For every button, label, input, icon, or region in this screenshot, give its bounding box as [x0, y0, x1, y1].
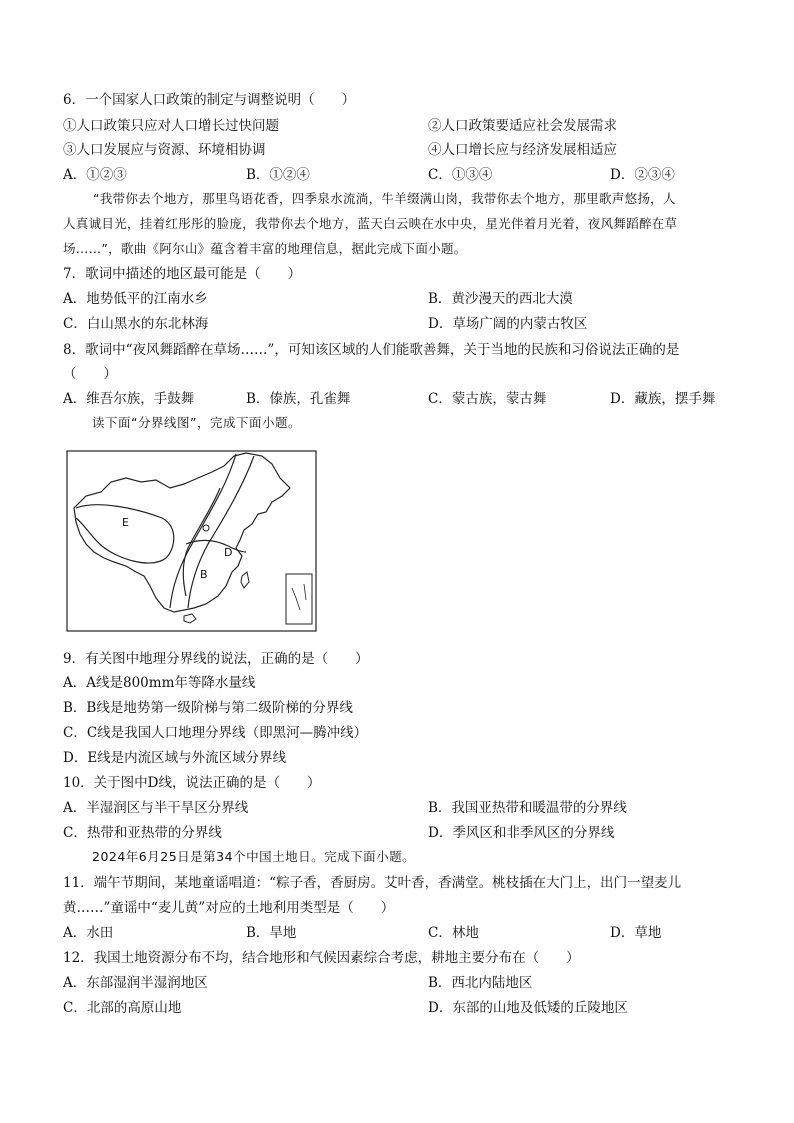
label-b: B [200, 568, 208, 581]
q9-option-c[interactable]: C．C线是我国人口地理分界线（即黑河—腾冲线） [63, 725, 368, 741]
q9-option-a[interactable]: A．A线是800mm年等降水量线 [63, 675, 256, 691]
boundary-line-map [66, 448, 318, 634]
q6-option-c[interactable]: C．①③④ [428, 167, 493, 183]
q7-option-b[interactable]: B．黄沙漫天的西北大漠 [428, 291, 573, 307]
q6-option-a[interactable]: A．①②③ [63, 167, 127, 183]
q6-option-b[interactable]: B．①②④ [246, 167, 310, 183]
q6-option-d[interactable]: D．②③④ [610, 167, 675, 183]
q9-option-b[interactable]: B．B线是地势第一级阶梯与第二级阶梯的分界线 [63, 700, 353, 716]
q8-stem: 8．歌词中“夜风舞蹈醉在草场……”，可知该区域的人们能歌善舞，关于当地的民族和习俗说法正确的是 [63, 342, 680, 358]
q7-option-c[interactable]: C．白山黑水的东北林海 [63, 316, 209, 332]
q10-option-d[interactable]: D．季风区和非季风区的分界线 [428, 825, 615, 841]
passage-line-3: 场……”，歌曲《阿尔山》蕴含着丰富的地理信息，据此完成下面小题。 [63, 241, 467, 256]
q8-option-b[interactable]: B．傣族，孔雀舞 [246, 391, 351, 407]
q7-option-d[interactable]: D．草场广阔的内蒙古牧区 [428, 316, 588, 332]
label-e: E [122, 516, 129, 529]
song-passage [63, 186, 731, 261]
q6-statement-1: ①人口政策只应对人口增长过快问题 [63, 118, 279, 134]
q11-option-d[interactable]: D．草地 [610, 925, 662, 941]
q9-option-d[interactable]: D．E线是内流区域与外流区域分界线 [63, 750, 287, 766]
q12-option-c[interactable]: C．北部的高原山地 [63, 1000, 182, 1016]
q8-option-a[interactable]: A．维吾尔族，手鼓舞 [63, 391, 195, 407]
label-d: D [224, 546, 233, 559]
q10-option-c[interactable]: C．热带和亚热带的分界线 [63, 825, 222, 841]
q11-option-b[interactable]: B．旱地 [246, 925, 297, 941]
q11-option-a[interactable]: A．水田 [63, 925, 114, 941]
q6-stem: 6．一个国家人口政策的制定与调整说明（ ） [63, 92, 356, 108]
passage-line-1: “我带你去个地方，那里鸟语花香，四季泉水流淌，牛羊缀满山岗，我带你去个地方，那里歌声悠扬，人 [93, 191, 676, 206]
q7-stem: 7．歌词中描述的地区最可能是（ ） [63, 266, 302, 282]
q6-statement-3: ③人口发展应与资源、环境相协调 [63, 142, 266, 158]
q10-option-a[interactable]: A．半湿润区与半干旱区分界线 [63, 800, 249, 816]
q9-stem: 9．有关图中地理分界线的说法，正确的是（ ） [63, 651, 369, 667]
q12-stem: 12．我国土地资源分布不均，结合地形和气候因素综合考虑，耕地主要分布在（ ） [63, 950, 580, 966]
south-sea-inset [286, 574, 312, 624]
q10-stem: 10．关于图中D线，说法正确的是（ ） [63, 775, 321, 791]
q12-option-b[interactable]: B．西北内陆地区 [428, 975, 533, 991]
q6-statement-2: ②人口政策要适应社会发展需求 [428, 118, 617, 134]
q11-stem: 11．端午节期间，某地童谣唱道：“粽子香，香厨房。艾叶香，香满堂。桃枝插在大门上，出门一望麦儿 [63, 875, 682, 891]
map-intro: 读下面“分界线图”，完成下面小题。 [92, 415, 301, 430]
land-day-intro: 2024年6月25日是第34个中国土地日。完成下面小题。 [92, 849, 416, 864]
q8-option-d[interactable]: D．藏族，摆手舞 [610, 391, 716, 407]
q10-option-b[interactable]: B．我国亚热带和暖温带的分界线 [428, 800, 627, 816]
q6-statement-4: ④人口增长应与经济发展相适应 [428, 142, 617, 158]
junction-dot [203, 525, 209, 531]
passage-line-2: 人真诚目光，挂着红彤彤的脸庞，我带你去个地方，蓝天白云映在水中央，星光伴着月光着，夜风舞蹈醉在草 [63, 216, 678, 231]
q12-option-a[interactable]: A．东部湿润半湿润地区 [63, 975, 208, 991]
q8-stem-continued: （ ） [63, 366, 117, 382]
q7-option-a[interactable]: A．地势低平的江南水乡 [63, 291, 208, 307]
q12-option-d[interactable]: D．东部的山地及低矮的丘陵地区 [428, 1000, 628, 1016]
q11-option-c[interactable]: C．林地 [428, 925, 479, 941]
q11-stem-continued: 黄……”童谣中“麦儿黄”对应的土地利用类型是（ ） [63, 900, 395, 916]
q8-option-c[interactable]: C．蒙古族，蒙古舞 [428, 391, 547, 407]
